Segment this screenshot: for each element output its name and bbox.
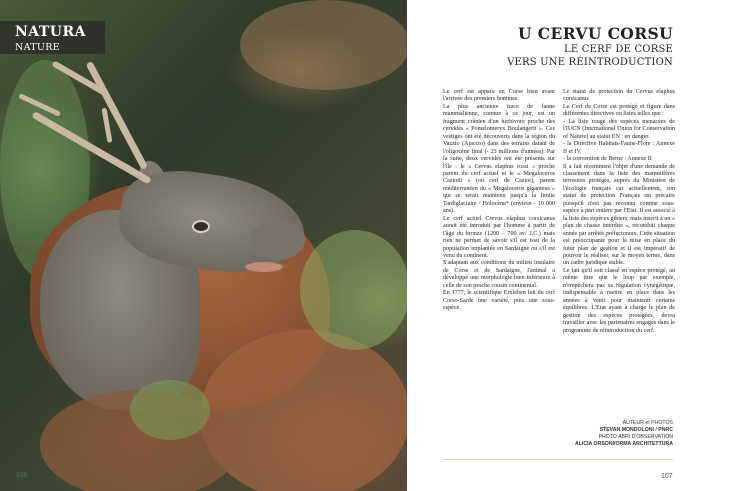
credit-name: ALICIA ORSONI/ORMA ARCHITETTURA xyxy=(575,441,673,447)
credit-label: AUTEUR et PHOTOS xyxy=(622,420,673,426)
article-header xyxy=(507,25,673,69)
credit-label: PHOTO ABRI D'OBSERVATION xyxy=(598,434,673,440)
deer-eye xyxy=(192,220,210,233)
section-title: NATURA xyxy=(15,24,87,40)
paragraph: - La liste rouge des espèces menacées de l'IUCN (International Union for Conservation of Nature) au statut EN : en danger. xyxy=(563,118,675,140)
section-subtitle: NATURE xyxy=(15,42,60,53)
article-subtitle-2: VERS UNE RÉINTRODUCTION xyxy=(507,57,673,68)
footer-divider xyxy=(443,459,673,460)
paragraph: Le cerf actuel Cervus elaphus corsicanus aurait été introduit par l'homme à partir de l'âge du bronze (1200 – 700 av/ J.C.) mais rien ne permet de savoir s'il est issu de la population implantée en Sardaigne ou s'il est venu du continent. xyxy=(443,215,555,259)
page-number-right: 107 xyxy=(661,473,673,480)
paragraph: Il a fait récemment l'objet d'une demande de classement dans la liste des mammifères terrestres protégés, auprès du Ministère de l'écologie français car actuellement, son statut de protection Français est précaire puisqu'il n'est pas reconnu comme sous-espèce à part entière par l'Etat. Il est associé à la liste des espèces gibiers, mais inscrit à un « plan de chasse interdite », reconduit chaque année par arrêtés préfectoraux. Cette situation est préoccupante pour la mise en place du futur plan de gestion et il est impératif de pouvoir le réaliser, sur le moyen terme, dans un cadre juridique stable. xyxy=(563,163,676,267)
paragraph: - la Directive Habitats-Faune-Flore : Annexe II et IV. xyxy=(563,141,675,155)
paragraph: Le statut de protection du Cervus elaphus corsicanus xyxy=(563,89,675,103)
text-column-2 xyxy=(563,89,675,335)
paragraph: - la convention de Berne : Annexe II xyxy=(563,156,652,163)
fern-foliage xyxy=(300,230,407,350)
article-title: U CERVU CORSU xyxy=(518,24,673,43)
photo-credits xyxy=(575,420,673,448)
paragraph: Le cerf est apparu en Corse bien avant l'arrivée des premiers hommes. xyxy=(443,89,555,103)
credit-name: STEVAN MONDOLONI / PNRC xyxy=(599,427,673,433)
paragraph: Le Cerf de Corse est protégé et figure dans différentes directives ou listes telles que : xyxy=(563,103,675,118)
section-tag xyxy=(0,21,105,54)
deer-muzzle xyxy=(250,220,305,260)
fern-foliage xyxy=(130,380,210,440)
deer-mouth xyxy=(245,262,283,272)
paragraph: La plus ancienne trace de faune mammalienne, connue à ce jour, est un fragment crânien d'un herbivore proche des cervidés « Pomelomeryx Boulangerii ». Ces vestiges ont été découverts dans la région du Vazzio (Ajaccio) dans des terrains datant de l'oligocène final (- 23 millions d'années). Par la suite, deux cervidés ont été présents sur l'île : le « Cervus elaphus rossi » proche parent du cerf actuel et le « Megaloceros Caziotii » (ou cerf de Caziot), parent méditerranéen du « Megaloceros giganteus » qui se serait maintenu jusqu'à la limite Tardiglaciaire / Holocène* (environ - 10 000 ans). xyxy=(443,103,555,215)
paragraph: S'adaptant aux conditions du milieu insulaire de Corse et de Sardaigne, l'animal a développé une morphologie bien inférieure à celle de son proche cousin continental. xyxy=(443,260,555,289)
article-subtitle-1: LE CERF DE CORSE xyxy=(564,44,673,55)
page-number-left: 106 xyxy=(16,472,28,479)
paragraph: Le fait qu'il soit classé en espèce protégé, au même titre que le loup par exemple, n'empêchera pas sa régulation cynégétique, indispensable à mettre en place dans les années à venir pour maintenir certains équilibres. L'Etat ayant à charge le plan de gestion des espèces protégées, devra travailler avec les partenaires engagés dans le programme de réintroduction du cerf. xyxy=(563,267,675,334)
fern-foliage xyxy=(240,0,407,90)
text-column-1 xyxy=(443,89,555,313)
paragraph: En 1777, le scientifique Erxleben fait du cerf Corso-Sarde une variété, puis une sous-espèce. xyxy=(443,290,555,312)
